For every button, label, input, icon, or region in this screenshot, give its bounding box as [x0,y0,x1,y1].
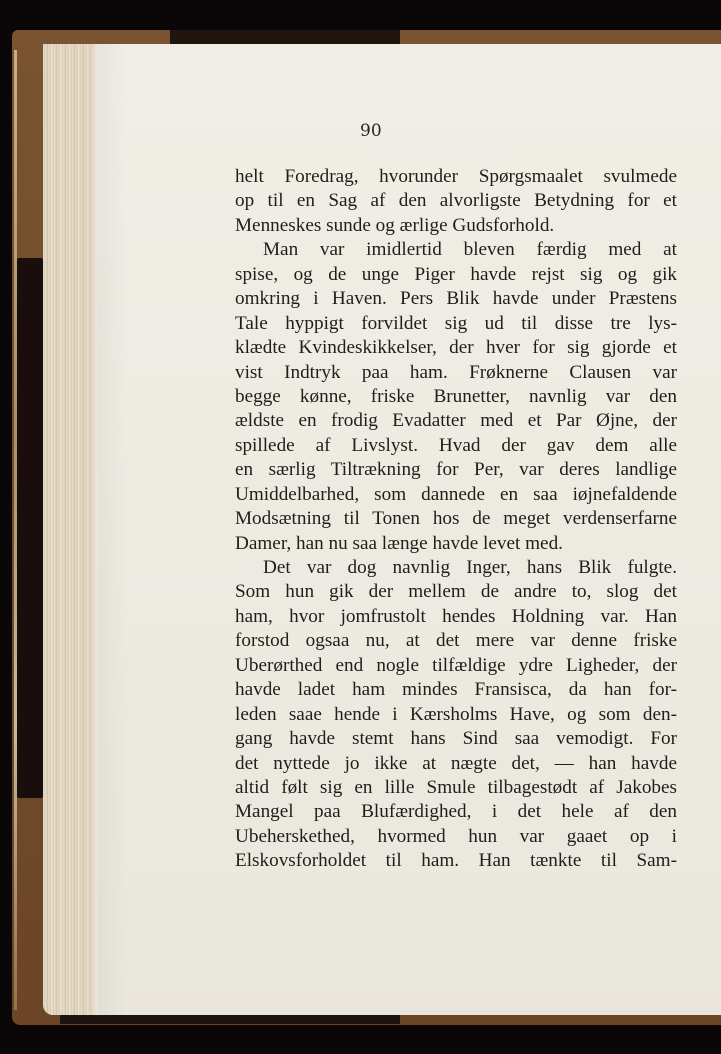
text-line: Man var imidlertid bleven færdig med at [263,239,677,261]
cover-wear-bottom [60,1014,400,1024]
text-line: Damer, han nu saa længe havde levet med. [235,532,563,554]
text-line: Tale hyppigt forvildet sig ud til disse tre lys- [235,312,677,334]
text-line: Menneskes sunde og ærlige Gudsforhold. [235,214,555,236]
page-gutter-shade [90,44,98,1015]
text-line: helt Foredrag, hvorunder Spørgsmaalet svulmede [235,166,677,187]
text-line: Det var dog navnlig Inger, hans Blik fulgte. [263,557,677,578]
cover-edge [14,50,17,1010]
text-line: ham, hvor jomfrustolt hendes Holdning var. Han [235,605,677,627]
page-body-text [235,165,677,874]
text-line: Uberørthed end nogle tilfældige ydre Ligheder, der [235,654,677,676]
text-line: op til en Sag af den alvorligste Betydning for et [235,190,677,212]
cover-wear-left [17,258,43,798]
text-line: havde ladet ham mindes Fransisca, da han for- [235,679,677,701]
text-line: det nyttede jo ikke at nægte det, — han havde [235,752,677,774]
text-line: Elskovsforholdet til ham. Han tænkte til Sam- [235,850,677,872]
text-line: leden saae hende i Kærsholms Have, og som den- [235,703,677,725]
text-line: spillede af Livslyst. Hvad der gav dem alle [235,434,677,456]
text-line: klædte Kvindeskikkelser, der hver for sig gjorde et [235,337,677,359]
text-line: gang havde stemt hans Sind saa vemodigt. For [235,728,677,750]
text-line: spise, og de unge Piger havde rejst sig og gik [235,263,677,285]
text-line: Umiddelbarhed, som dannede en saa iøjnefaldende [235,483,677,505]
text-line: Modsætning til Tonen hos de meget verdenserfarne [235,508,677,530]
text-line: omkring i Haven. Pers Blik havde under Præstens [235,288,677,310]
text-line: en særlig Tiltrækning for Per, var deres landlige [235,459,677,481]
text-line: Som hun gik der mellem de andre to, slog det [235,581,677,603]
text-line: Mangel paa Blufærdighed, i det hele af den [235,801,677,823]
text-line: altid følt sig en lille Smule tilbagestødt af Jakobes [235,776,677,798]
text-line: begge kønne, friske Brunetter, navnlig var den [235,385,677,407]
text-line: vist Indtryk paa ham. Frøknerne Clausen var [235,361,677,383]
text-line: Ubeherskethed, hvormed hun var gaaet op i [235,825,677,847]
book-page [98,44,721,1015]
page-number: 90 [360,121,382,141]
text-line: ældste en frodig Evadatter med et Par Øjne, der [235,410,677,432]
cover-wear-top [170,30,400,44]
text-line: forstod ogsaa nu, at det mere var denne friske [235,630,677,652]
